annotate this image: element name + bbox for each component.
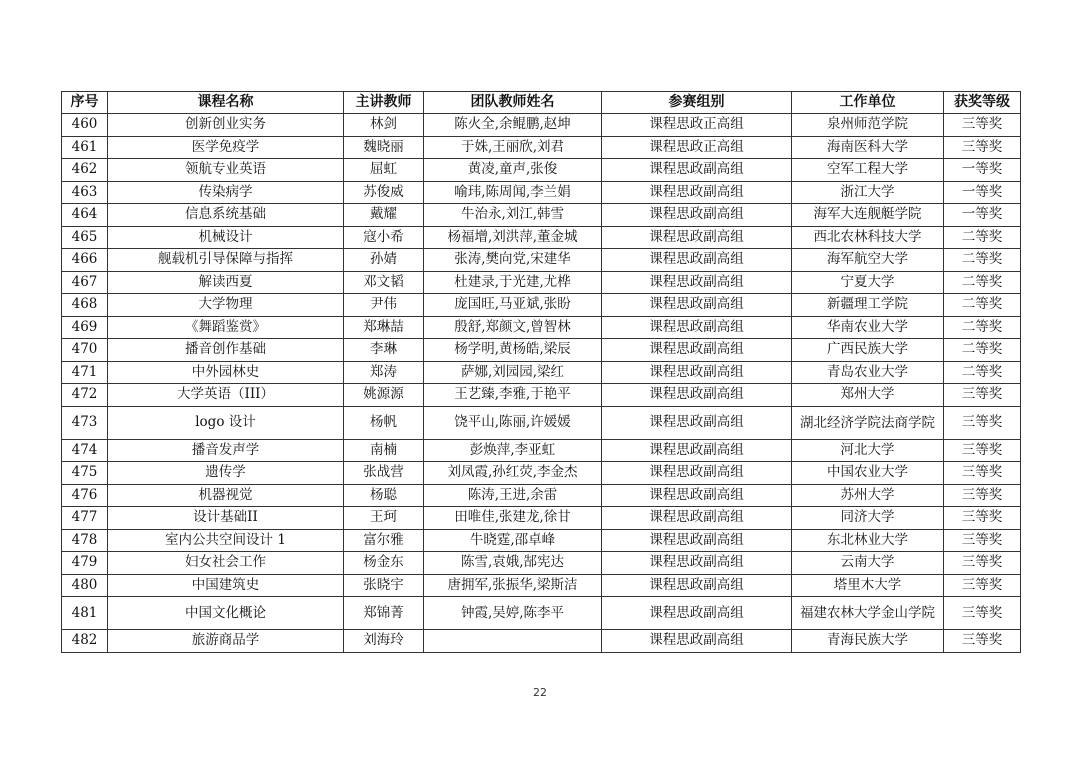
cell-work-unit: 同济大学 <box>792 507 944 530</box>
cell-team-teachers: 刘凤霞,孙红荧,李金杰 <box>424 462 602 485</box>
cell-index: 472 <box>62 384 108 407</box>
cell-index: 476 <box>62 484 108 507</box>
cell-lead-teacher: 刘海玲 <box>344 630 424 653</box>
cell-index: 464 <box>62 204 108 227</box>
cell-course-name: 信息系统基础 <box>108 204 344 227</box>
cell-competition-group: 课程思政副高组 <box>602 316 792 339</box>
cell-index: 471 <box>62 361 108 384</box>
cell-index: 480 <box>62 574 108 597</box>
cell-award-level: 三等奖 <box>944 384 1021 407</box>
cell-award-level: 三等奖 <box>944 507 1021 530</box>
cell-award-level: 二等奖 <box>944 316 1021 339</box>
cell-team-teachers: 牛治永,刘江,韩雪 <box>424 204 602 227</box>
cell-work-unit: 湖北经济学院法商学院 <box>792 406 944 439</box>
cell-competition-group: 课程思政副高组 <box>602 249 792 272</box>
table-header-row <box>62 92 1021 114</box>
cell-award-level: 二等奖 <box>944 294 1021 317</box>
cell-team-teachers: 陈火全,余鲲鹏,赵坤 <box>424 114 602 137</box>
cell-index: 469 <box>62 316 108 339</box>
cell-competition-group: 课程思政副高组 <box>602 462 792 485</box>
cell-lead-teacher: 杨聪 <box>344 484 424 507</box>
cell-index: 466 <box>62 249 108 272</box>
cell-lead-teacher: 孙婧 <box>344 249 424 272</box>
cell-team-teachers: 杨学明,黄杨皓,梁辰 <box>424 339 602 362</box>
cell-work-unit: 东北林业大学 <box>792 529 944 552</box>
cell-course-name: 大学英语（III） <box>108 384 344 407</box>
cell-team-teachers: 陈涛,王进,余雷 <box>424 484 602 507</box>
cell-work-unit: 河北大学 <box>792 439 944 462</box>
cell-lead-teacher: 张晓宇 <box>344 574 424 597</box>
cell-award-level: 三等奖 <box>944 597 1021 630</box>
cell-team-teachers: 唐拥军,张振华,梁斯洁 <box>424 574 602 597</box>
cell-award-level: 三等奖 <box>944 136 1021 159</box>
cell-work-unit: 浙江大学 <box>792 181 944 204</box>
table-row <box>62 597 1021 630</box>
cell-course-name: 中国建筑史 <box>108 574 344 597</box>
page-number: 22 <box>533 686 547 699</box>
header-index: 序号 <box>62 92 108 114</box>
table-row <box>62 204 1021 227</box>
cell-award-level: 三等奖 <box>944 574 1021 597</box>
cell-lead-teacher: 戴耀 <box>344 204 424 227</box>
cell-index: 462 <box>62 159 108 182</box>
cell-index: 481 <box>62 597 108 630</box>
table-row <box>62 181 1021 204</box>
cell-award-level: 二等奖 <box>944 361 1021 384</box>
cell-index: 470 <box>62 339 108 362</box>
header-course-name: 课程名称 <box>108 92 344 114</box>
header-competition-group: 参赛组别 <box>602 92 792 114</box>
table-row <box>62 529 1021 552</box>
table-row <box>62 630 1021 653</box>
cell-lead-teacher: 杨帆 <box>344 406 424 439</box>
cell-competition-group: 课程思政副高组 <box>602 552 792 575</box>
cell-course-name: 传染病学 <box>108 181 344 204</box>
header-work-unit: 工作单位 <box>792 92 944 114</box>
cell-course-name: logo 设计 <box>108 406 344 439</box>
cell-index: 479 <box>62 552 108 575</box>
cell-team-teachers: 彭焕萍,李亚虹 <box>424 439 602 462</box>
cell-award-level: 三等奖 <box>944 114 1021 137</box>
cell-award-level: 三等奖 <box>944 439 1021 462</box>
cell-team-teachers: 张涛,樊向党,宋建华 <box>424 249 602 272</box>
table-row <box>62 574 1021 597</box>
cell-lead-teacher: 南楠 <box>344 439 424 462</box>
cell-lead-teacher: 郑琳喆 <box>344 316 424 339</box>
cell-competition-group: 课程思政副高组 <box>602 159 792 182</box>
cell-work-unit: 华南农业大学 <box>792 316 944 339</box>
cell-lead-teacher: 苏俊威 <box>344 181 424 204</box>
cell-course-name: 中外园林史 <box>108 361 344 384</box>
cell-team-teachers: 杜建录,于光建,尤桦 <box>424 271 602 294</box>
table-row <box>62 384 1021 407</box>
cell-work-unit: 青海民族大学 <box>792 630 944 653</box>
cell-work-unit: 云南大学 <box>792 552 944 575</box>
cell-course-name: 《舞蹈鉴赏》 <box>108 316 344 339</box>
cell-lead-teacher: 寇小希 <box>344 226 424 249</box>
cell-competition-group: 课程思政正高组 <box>602 136 792 159</box>
cell-competition-group: 课程思政副高组 <box>602 529 792 552</box>
cell-course-name: 创新创业实务 <box>108 114 344 137</box>
cell-work-unit: 新疆理工学院 <box>792 294 944 317</box>
cell-competition-group: 课程思政副高组 <box>602 574 792 597</box>
cell-work-unit: 青岛农业大学 <box>792 361 944 384</box>
table-row <box>62 462 1021 485</box>
cell-lead-teacher: 姚源源 <box>344 384 424 407</box>
cell-competition-group: 课程思政副高组 <box>602 361 792 384</box>
cell-team-teachers <box>424 630 602 653</box>
table-row <box>62 136 1021 159</box>
cell-competition-group: 课程思政副高组 <box>602 507 792 530</box>
cell-course-name: 解读西夏 <box>108 271 344 294</box>
cell-competition-group: 课程思政副高组 <box>602 406 792 439</box>
cell-award-level: 二等奖 <box>944 249 1021 272</box>
cell-team-teachers: 陈雪,袁娥,郜宪达 <box>424 552 602 575</box>
cell-course-name: 舰载机引导保障与指挥 <box>108 249 344 272</box>
cell-lead-teacher: 魏晓丽 <box>344 136 424 159</box>
table-row <box>62 159 1021 182</box>
cell-competition-group: 课程思政副高组 <box>602 597 792 630</box>
cell-work-unit: 中国农业大学 <box>792 462 944 485</box>
cell-index: 478 <box>62 529 108 552</box>
table-row <box>62 439 1021 462</box>
cell-competition-group: 课程思政副高组 <box>602 439 792 462</box>
cell-course-name: 妇女社会工作 <box>108 552 344 575</box>
cell-course-name: 室内公共空间设计 1 <box>108 529 344 552</box>
table-row <box>62 406 1021 439</box>
cell-award-level: 一等奖 <box>944 204 1021 227</box>
table-row <box>62 507 1021 530</box>
cell-work-unit: 广西民族大学 <box>792 339 944 362</box>
cell-team-teachers: 王艺臻,李雅,于艳平 <box>424 384 602 407</box>
table-row <box>62 552 1021 575</box>
table-row <box>62 114 1021 137</box>
cell-award-level: 二等奖 <box>944 226 1021 249</box>
cell-competition-group: 课程思政副高组 <box>602 339 792 362</box>
table-row <box>62 484 1021 507</box>
cell-work-unit: 海军航空大学 <box>792 249 944 272</box>
cell-course-name: 领航专业英语 <box>108 159 344 182</box>
cell-lead-teacher: 郑锦菁 <box>344 597 424 630</box>
cell-course-name: 旅游商品学 <box>108 630 344 653</box>
cell-index: 465 <box>62 226 108 249</box>
cell-competition-group: 课程思政副高组 <box>602 271 792 294</box>
cell-index: 474 <box>62 439 108 462</box>
cell-award-level: 一等奖 <box>944 159 1021 182</box>
cell-team-teachers: 杨福增,刘洪萍,董金城 <box>424 226 602 249</box>
cell-course-name: 机械设计 <box>108 226 344 249</box>
table-row <box>62 361 1021 384</box>
cell-team-teachers: 于姝,王丽欣,刘君 <box>424 136 602 159</box>
table-row <box>62 316 1021 339</box>
cell-course-name: 设计基础II <box>108 507 344 530</box>
cell-course-name: 播音创作基础 <box>108 339 344 362</box>
cell-course-name: 遗传学 <box>108 462 344 485</box>
cell-index: 461 <box>62 136 108 159</box>
cell-course-name: 机器视觉 <box>108 484 344 507</box>
cell-award-level: 三等奖 <box>944 484 1021 507</box>
cell-course-name: 医学免疫学 <box>108 136 344 159</box>
cell-work-unit: 福建农林大学金山学院 <box>792 597 944 630</box>
cell-course-name: 中国文化概论 <box>108 597 344 630</box>
cell-team-teachers: 萨娜,刘园园,梁红 <box>424 361 602 384</box>
cell-competition-group: 课程思政副高组 <box>602 484 792 507</box>
table-row <box>62 339 1021 362</box>
cell-lead-teacher: 郑涛 <box>344 361 424 384</box>
cell-award-level: 三等奖 <box>944 462 1021 485</box>
cell-lead-teacher: 尹伟 <box>344 294 424 317</box>
cell-award-level: 一等奖 <box>944 181 1021 204</box>
cell-lead-teacher: 王珂 <box>344 507 424 530</box>
cell-lead-teacher: 富尔雅 <box>344 529 424 552</box>
header-team-teachers: 团队教师姓名 <box>424 92 602 114</box>
cell-team-teachers: 田唯佳,张建龙,徐甘 <box>424 507 602 530</box>
cell-lead-teacher: 张战营 <box>344 462 424 485</box>
cell-award-level: 三等奖 <box>944 552 1021 575</box>
cell-work-unit: 海军大连舰艇学院 <box>792 204 944 227</box>
header-lead-teacher: 主讲教师 <box>344 92 424 114</box>
table-body <box>62 114 1021 653</box>
cell-competition-group: 课程思政副高组 <box>602 226 792 249</box>
table-row <box>62 226 1021 249</box>
cell-index: 477 <box>62 507 108 530</box>
cell-work-unit: 郑州大学 <box>792 384 944 407</box>
cell-team-teachers: 黄凌,童声,张俊 <box>424 159 602 182</box>
table-row <box>62 294 1021 317</box>
cell-work-unit: 苏州大学 <box>792 484 944 507</box>
cell-team-teachers: 殷舒,郑颜文,曾智林 <box>424 316 602 339</box>
cell-course-name: 大学物理 <box>108 294 344 317</box>
cell-award-level: 二等奖 <box>944 339 1021 362</box>
cell-work-unit: 海南医科大学 <box>792 136 944 159</box>
cell-award-level: 三等奖 <box>944 406 1021 439</box>
cell-competition-group: 课程思政副高组 <box>602 630 792 653</box>
cell-competition-group: 课程思政副高组 <box>602 181 792 204</box>
cell-course-name: 播音发声学 <box>108 439 344 462</box>
cell-lead-teacher: 林剑 <box>344 114 424 137</box>
cell-index: 460 <box>62 114 108 137</box>
cell-competition-group: 课程思政副高组 <box>602 384 792 407</box>
cell-team-teachers: 饶平山,陈丽,许媛媛 <box>424 406 602 439</box>
cell-award-level: 三等奖 <box>944 630 1021 653</box>
cell-work-unit: 塔里木大学 <box>792 574 944 597</box>
cell-work-unit: 泉州师范学院 <box>792 114 944 137</box>
header-award-level: 获奖等级 <box>944 92 1021 114</box>
cell-index: 473 <box>62 406 108 439</box>
cell-lead-teacher: 屈虹 <box>344 159 424 182</box>
cell-index: 463 <box>62 181 108 204</box>
cell-lead-teacher: 邓文韬 <box>344 271 424 294</box>
cell-team-teachers: 牛晓霆,邵卓峰 <box>424 529 602 552</box>
cell-competition-group: 课程思政正高组 <box>602 114 792 137</box>
cell-award-level: 三等奖 <box>944 529 1021 552</box>
cell-competition-group: 课程思政副高组 <box>602 294 792 317</box>
cell-work-unit: 西北农林科技大学 <box>792 226 944 249</box>
cell-index: 475 <box>62 462 108 485</box>
cell-work-unit: 空军工程大学 <box>792 159 944 182</box>
cell-team-teachers: 喻玮,陈周闻,李兰娟 <box>424 181 602 204</box>
cell-work-unit: 宁夏大学 <box>792 271 944 294</box>
cell-lead-teacher: 杨金东 <box>344 552 424 575</box>
awards-table <box>61 91 1021 653</box>
cell-team-teachers: 钟霞,吴婷,陈李平 <box>424 597 602 630</box>
table-row <box>62 271 1021 294</box>
cell-competition-group: 课程思政副高组 <box>602 204 792 227</box>
cell-index: 468 <box>62 294 108 317</box>
cell-index: 467 <box>62 271 108 294</box>
table-row <box>62 249 1021 272</box>
cell-award-level: 二等奖 <box>944 271 1021 294</box>
cell-index: 482 <box>62 630 108 653</box>
cell-team-teachers: 庞国旺,马亚斌,张盼 <box>424 294 602 317</box>
cell-lead-teacher: 李琳 <box>344 339 424 362</box>
